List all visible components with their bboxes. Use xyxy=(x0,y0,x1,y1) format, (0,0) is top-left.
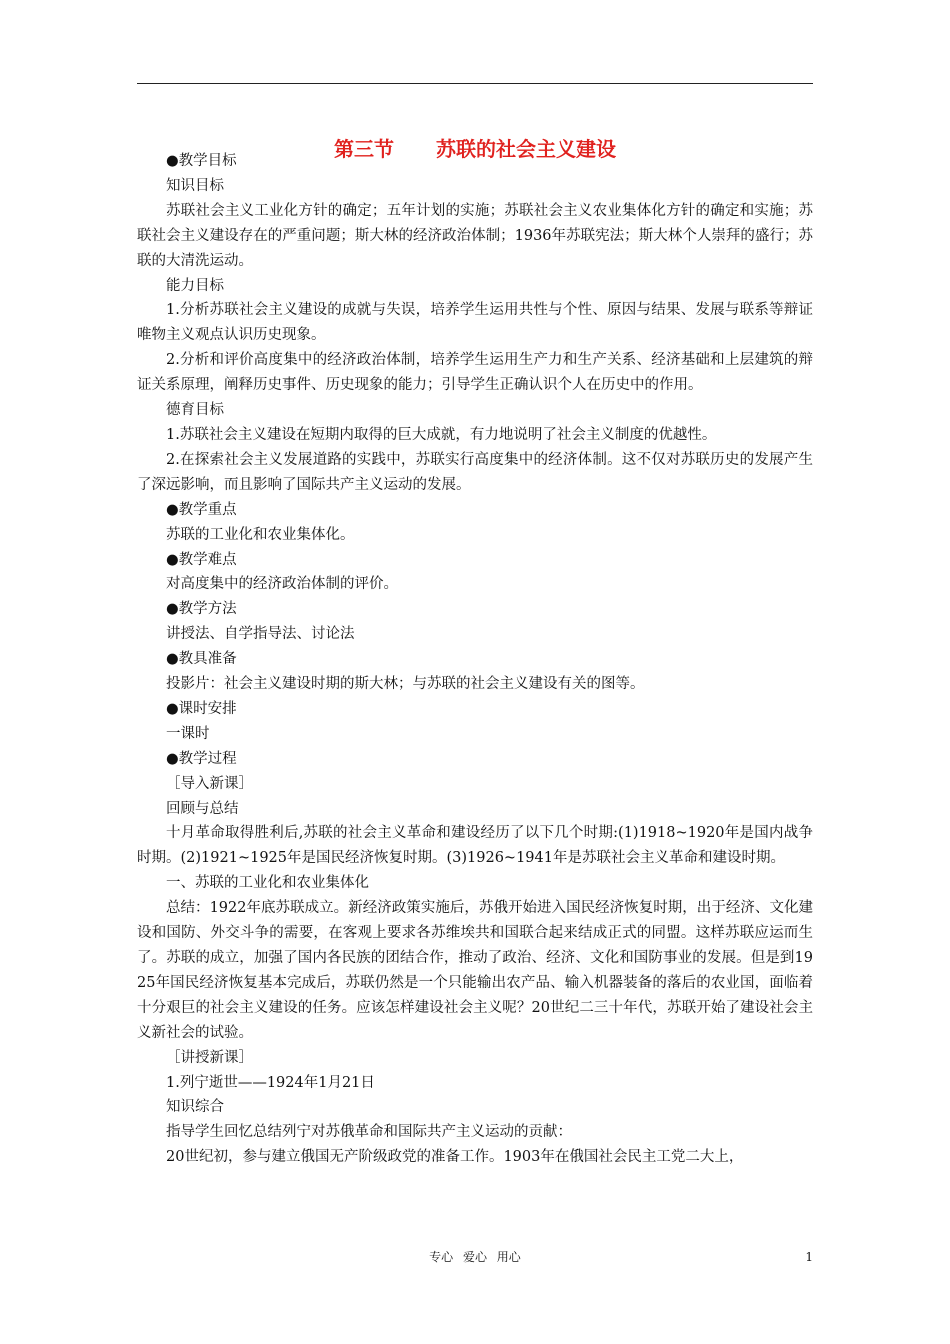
heading-key-points: ●教学重点 xyxy=(166,501,237,518)
subheading-moral-goals: 德育目标 xyxy=(166,402,224,419)
section-name: 苏联的社会主义建设 xyxy=(436,137,616,162)
heading-methods: ●教学方法 xyxy=(166,601,237,618)
label-intro-lesson: ［导入新课］ xyxy=(166,775,253,792)
heading-schedule: ●课时安排 xyxy=(166,700,237,717)
header-rule xyxy=(137,83,813,84)
paragraph-moral-goal-1: 1.苏联社会主义建设在短期内取得的巨大成就，有力地说明了社会主义制度的优越性。 xyxy=(166,426,717,443)
paragraph-review: 十月革命取得胜利后,苏联的社会主义革命和建设经历了以下几个时期:(1)1918~1920年是国内战争时期。(2)1921~1925年是国民经济恢复时期。(3)1926~1941年是苏联社会主义革命和建设时期。 xyxy=(137,825,813,867)
paragraph-moral-goal-2: 2.在探索社会主义发展道路的实践中，苏联实行高度集中的经济体制。这不仅对苏联历史的发展产生了深远影响，而且影响了国际共产主义运动的发展。 xyxy=(137,451,813,493)
subheading-knowledge-goals: 知识目标 xyxy=(166,177,224,194)
page-footer xyxy=(137,1249,813,1265)
label-new-lesson: ［讲授新课］ xyxy=(166,1049,253,1066)
paragraph-methods: 讲授法、自学指导法、讨论法 xyxy=(166,626,355,643)
heading-process: ●教学过程 xyxy=(166,750,237,767)
subheading-part-one: 一、苏联的工业化和农业集体化 xyxy=(166,875,369,892)
paragraph-key-points: 苏联的工业化和农业集体化。 xyxy=(166,526,355,543)
paragraph-ability-goal-2: 2.分析和评价高度集中的经济政治体制，培养学生运用生产力和生产关系、经济基础和上层建筑的辩证关系原理，阐释历史事件、历史现象的能力；引导学生正确认识个人在历史中的作用。 xyxy=(137,352,813,394)
paragraph-difficulties: 对高度集中的经济政治体制的评价。 xyxy=(166,576,398,593)
heading-teaching-goals: ●教学目标 xyxy=(166,153,237,169)
subheading-review: 回顾与总结 xyxy=(166,800,239,817)
section-number: 第三节 xyxy=(334,137,394,162)
heading-difficulties: ●教学难点 xyxy=(166,551,237,568)
subheading-ability-goals: 能力目标 xyxy=(166,277,224,294)
paragraph-early-20th-century: 20世纪初，参与建立俄国无产阶级政党的准备工作。1903年在俄国社会民主工党二大上， xyxy=(166,1149,744,1166)
subheading-knowledge-synthesis: 知识综合 xyxy=(166,1099,224,1116)
paragraph-knowledge-goals: 苏联社会主义工业化方针的确定；五年计划的实施；苏联社会主义农业集体化方针的确定和实施；苏联社会主义建设存在的严重问题；斯大林的经济政治体制；1936年苏联宪法；斯大林个人崇拜的盛行；苏联的大清洗运动。 xyxy=(137,202,813,269)
page-number: 1 xyxy=(805,1250,813,1264)
paragraph-materials: 投影片：社会主义建设时期的斯大林；与苏联的社会主义建设有关的图等。 xyxy=(166,676,645,693)
paragraph-schedule: 一课时 xyxy=(166,725,210,742)
document-body xyxy=(137,149,813,1170)
footer-motto: 专心 爱心 用心 xyxy=(429,1250,521,1264)
subheading-lenin-death: 1.列宁逝世——1924年1月21日 xyxy=(166,1074,375,1091)
paragraph-guidance: 指导学生回忆总结列宁对苏俄革命和国际共产主义运动的贡献： xyxy=(166,1124,572,1141)
heading-materials: ●教具准备 xyxy=(166,651,237,668)
paragraph-summary: 总结：1922年底苏联成立。新经济政策实施后，苏俄开始进入国民经济恢复时期，出于经济、文化建设和国防、外交斗争的需要，在客观上要求各苏维埃共和国联合起来结成正式的同盟。这样苏联应运而生了。苏联的成立，加强了国内各民族的团结合作，推动了政治、经济、文化和国防事业的发展。但是到1925年国民经济恢复基本完成后，苏联仍然是一个只能输出农产品、输入机器装备的落后的农业国，面临着十分艰巨的社会主义建设的任务。应该怎样建设社会主义呢？20世纪二三十年代，苏联开始了建设社会主义新社会的试验。 xyxy=(137,900,813,1041)
paragraph-ability-goal-1: 1.分析苏联社会主义建设的成就与失误，培养学生运用共性与个性、原因与结果、发展与联系等辩证唯物主义观点认识历史现象。 xyxy=(137,302,813,344)
